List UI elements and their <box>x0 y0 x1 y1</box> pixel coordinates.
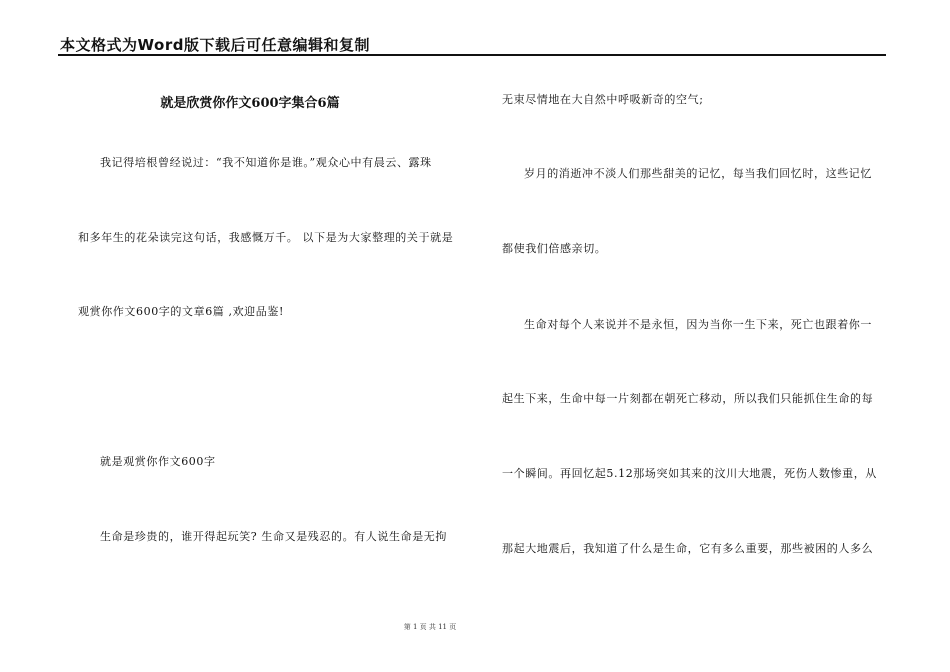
paragraph-line: 无束尽情地在大自然中呼吸新奇的空气; <box>502 93 704 106</box>
paragraph-line: 都使我们倍感亲切。 <box>502 242 607 255</box>
page-number: 第 1 页 共 11 页 <box>403 623 457 631</box>
section-heading: 就是观赏你作文600字 <box>100 455 216 468</box>
paragraph-line: 我记得培根曾经说过：“我不知道你是谁。”观众心中有晨云、露珠 <box>100 156 432 169</box>
paragraph-line: 一个瞬间。再回忆起5.12那场突如其来的汶川大地震，死伤人数惨重，从 <box>502 467 877 480</box>
header-title: 本文格式为Word版下载后可任意编辑和复制 <box>60 36 370 54</box>
paragraph-line: 观赏你作文600字的文章6篇 ,欢迎品鉴! <box>78 305 285 318</box>
header-divider <box>58 54 886 56</box>
paragraph-line: 生命是珍贵的，谁开得起玩笑? 生命又是残忍的。有人说生命是无拘 <box>100 530 447 543</box>
paragraph-line: 那起大地震后，我知道了什么是生命，它有多么重要，那些被困的人多么 <box>502 542 874 555</box>
paragraph-line: 起生下来，生命中每一片刻都在朝死亡移动，所以我们只能抓住生命的每 <box>502 392 874 405</box>
document-title: 就是欣赏你作文600字集合6篇 <box>160 96 340 111</box>
paragraph-line: 和多年生的花朵读完这句话，我感慨万千。 以下是为大家整理的关于就是 <box>78 231 454 244</box>
paragraph-line: 生命对每个人来说并不是永恒，因为当你一生下来，死亡也跟着你一 <box>524 318 872 331</box>
paragraph-line: 岁月的消逝冲不淡人们那些甜美的记忆，每当我们回忆时，这些记忆 <box>524 167 872 180</box>
